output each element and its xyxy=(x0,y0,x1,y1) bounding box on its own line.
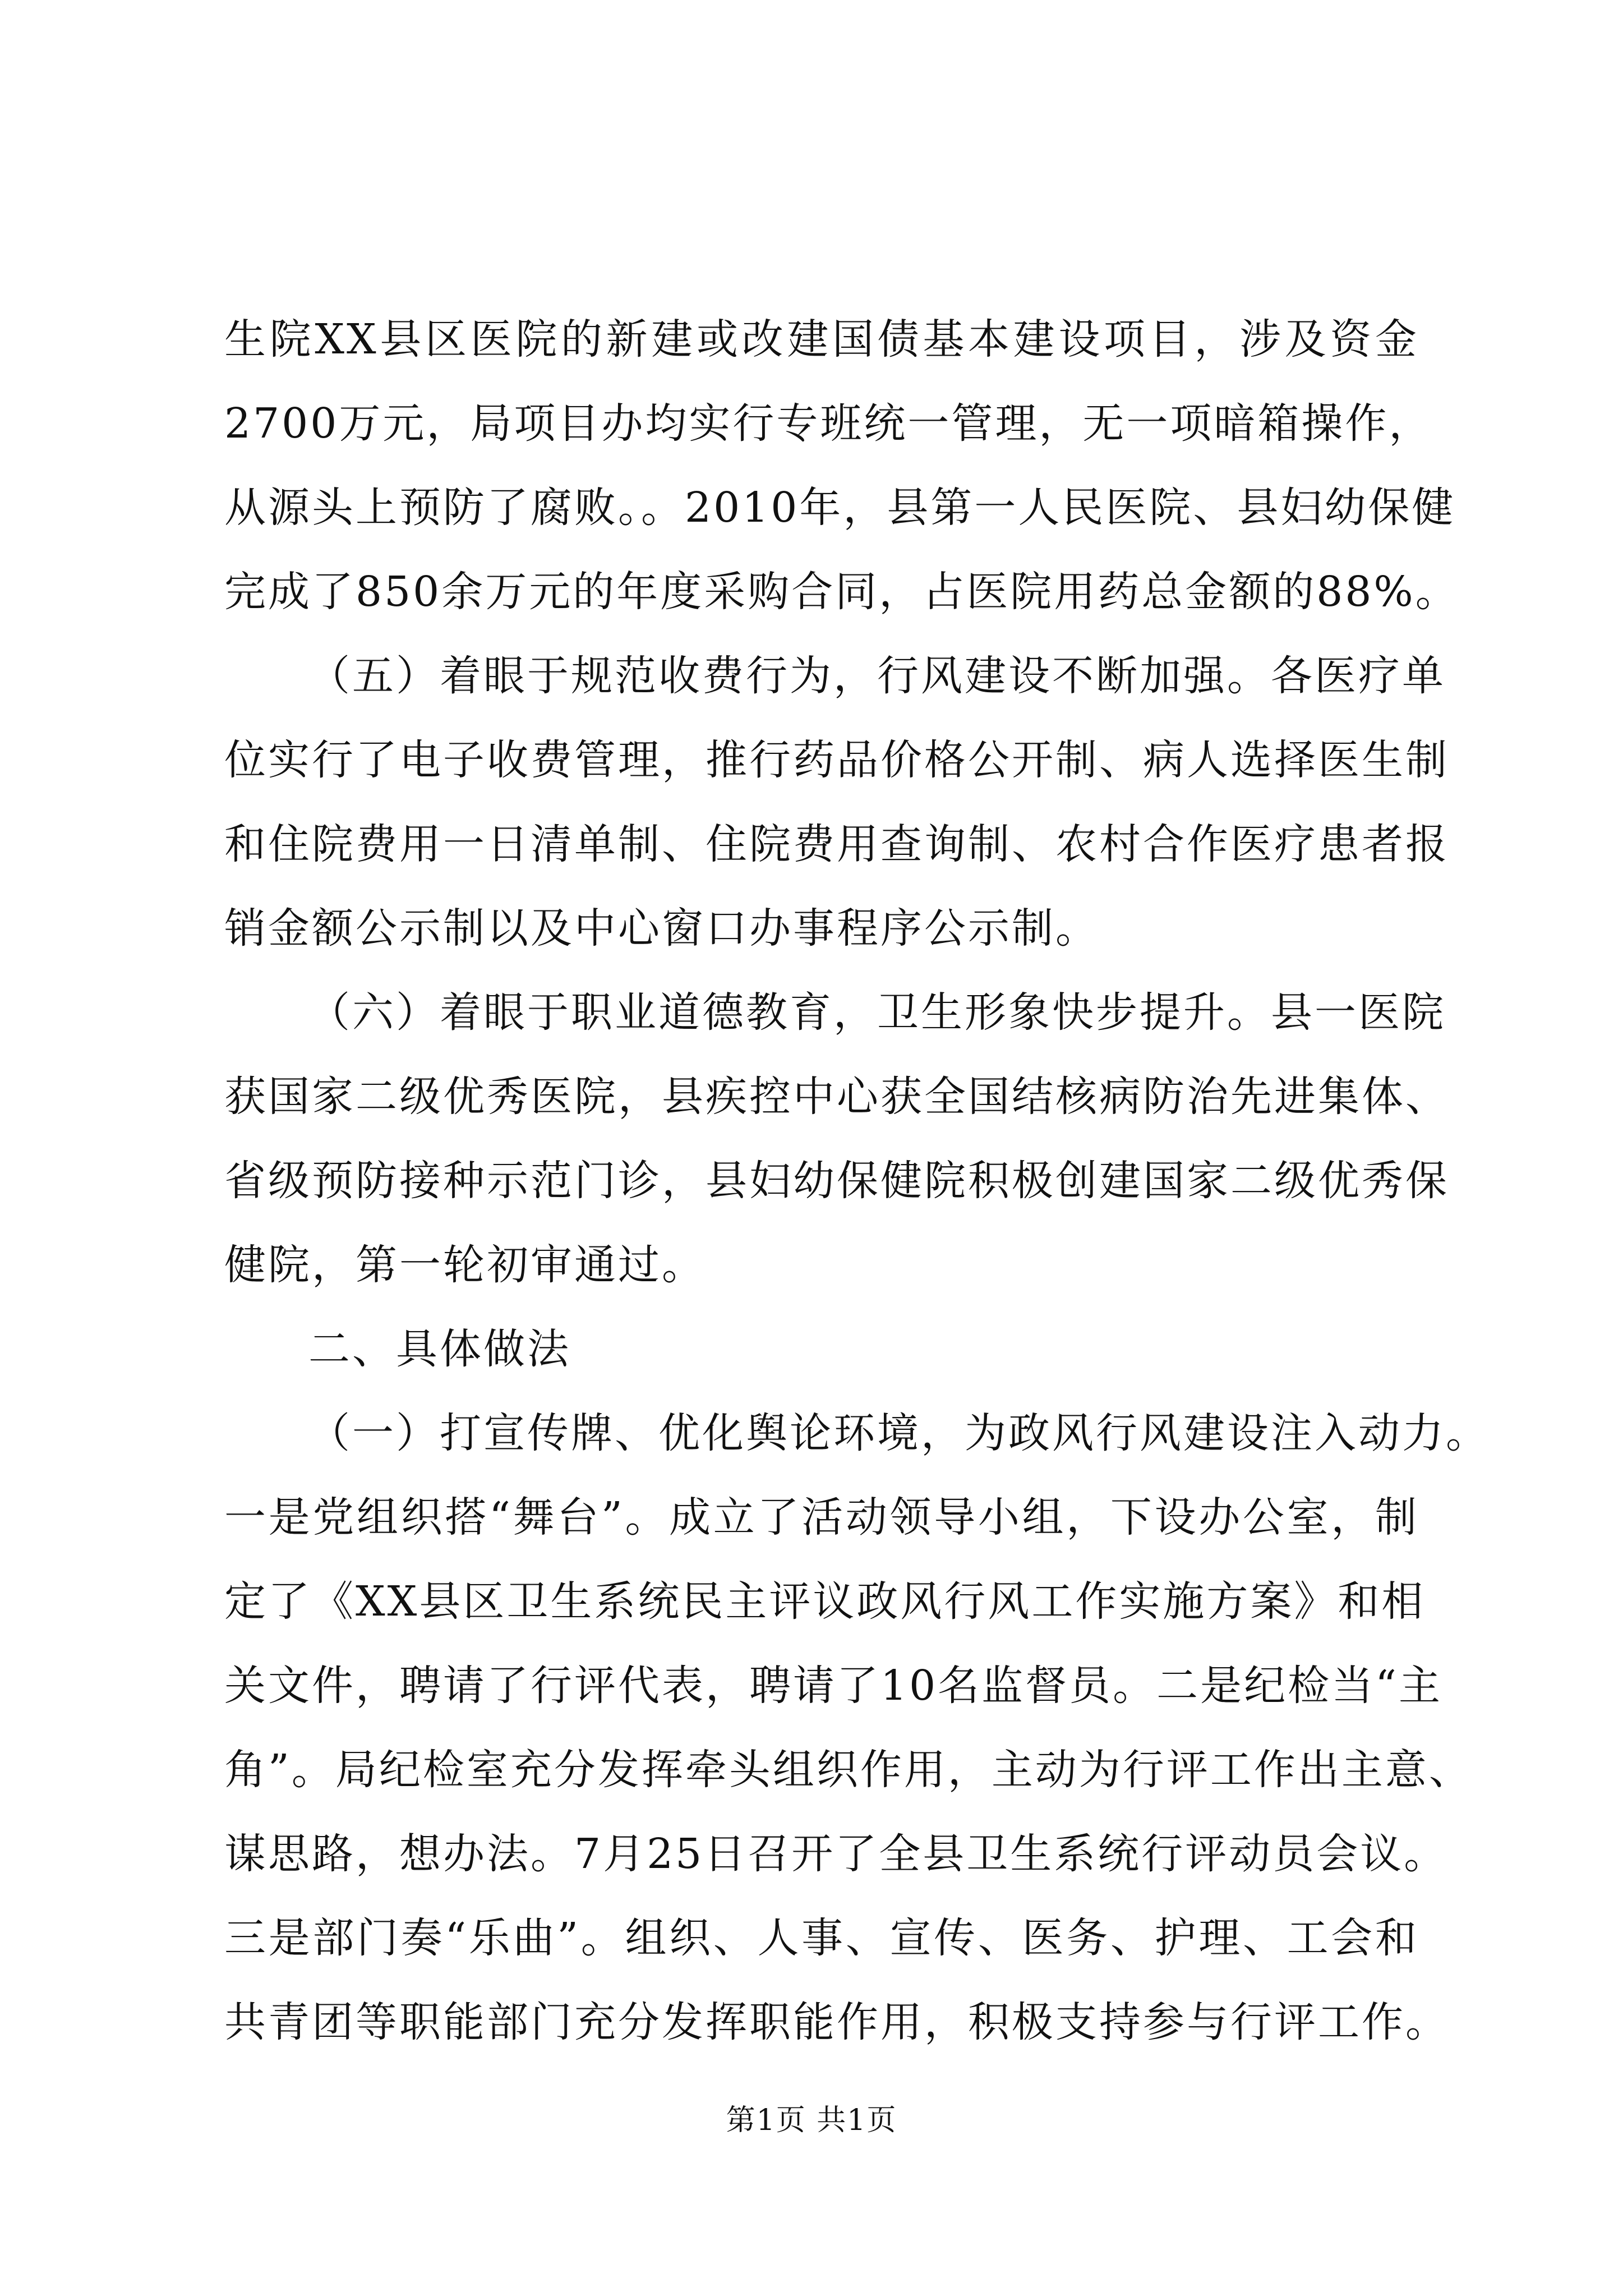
text-line: 关文件，聘请了行评代表，聘请了10名监督员。二是纪检当“主 xyxy=(224,1662,1442,1710)
text-line: 共青团等职能部门充分发挥职能作用，积极支持参与行评工作。 xyxy=(224,1998,1449,2046)
paragraph-five-first-line: （五）着眼于规范收费行为，行风建设不断加强。各医疗单 xyxy=(308,652,1446,700)
paragraph-one-first-line: （一）打宣传牌、优化舆论环境，为政风行风建设注入动力。 xyxy=(308,1409,1490,1457)
page-footer: 第1页 共1页 xyxy=(726,2104,897,2137)
text-line: 位实行了电子收费管理，推行药品价格公开制、病人选择医生制 xyxy=(224,736,1449,784)
text-line: 谋思路，想办法。7月25日召开了全县卫生系统行评动员会议。 xyxy=(224,1830,1448,1878)
text-line: 省级预防接种示范门诊，县妇幼保健院积极创建国家二级优秀保 xyxy=(224,1157,1449,1205)
text-line: 和住院费用一日清单制、住院费用查询制、农村合作医疗患者报 xyxy=(224,820,1449,868)
text-line: 三是部门奏“乐曲”。组织、人事、宣传、医务、护理、工会和 xyxy=(224,1914,1419,1962)
text-line: 2700万元，局项目办均实行专班统一管理，无一项暗箱操作， xyxy=(224,399,1433,448)
text-line: 一是党组织搭“舞台”。成立了活动领导小组，下设办公室，制 xyxy=(224,1493,1419,1542)
text-line: 生院XX县区医院的新建或改建国债基本建设项目，涉及资金 xyxy=(224,315,1419,364)
section-heading: 二、具体做法 xyxy=(308,1325,571,1373)
text-line: 完成了850余万元的年度采购合同，占医院用药总金额的88%。 xyxy=(224,568,1459,616)
text-line: 获国家二级优秀医院，县疾控中心获全国结核病防治先进集体、 xyxy=(224,1073,1449,1121)
text-line: 角”。局纪检室充分发挥牵头组织作用，主动为行评工作出主意、 xyxy=(224,1746,1473,1794)
text-line: 从源头上预防了腐败。。2010年，县第一人民医院、县妇幼保健 xyxy=(224,484,1456,532)
text-line: 健院，第一轮初审通过。 xyxy=(224,1241,706,1289)
text-line: 定了《XX县区卫生系统民主评议政风行风工作实施方案》和相 xyxy=(224,1577,1426,1626)
paragraph-six-first-line: （六）着眼于职业道德教育，卫生形象快步提升。县一医院 xyxy=(308,988,1446,1037)
text-line: 销金额公示制以及中心窗口办事程序公示制。 xyxy=(224,904,1099,953)
